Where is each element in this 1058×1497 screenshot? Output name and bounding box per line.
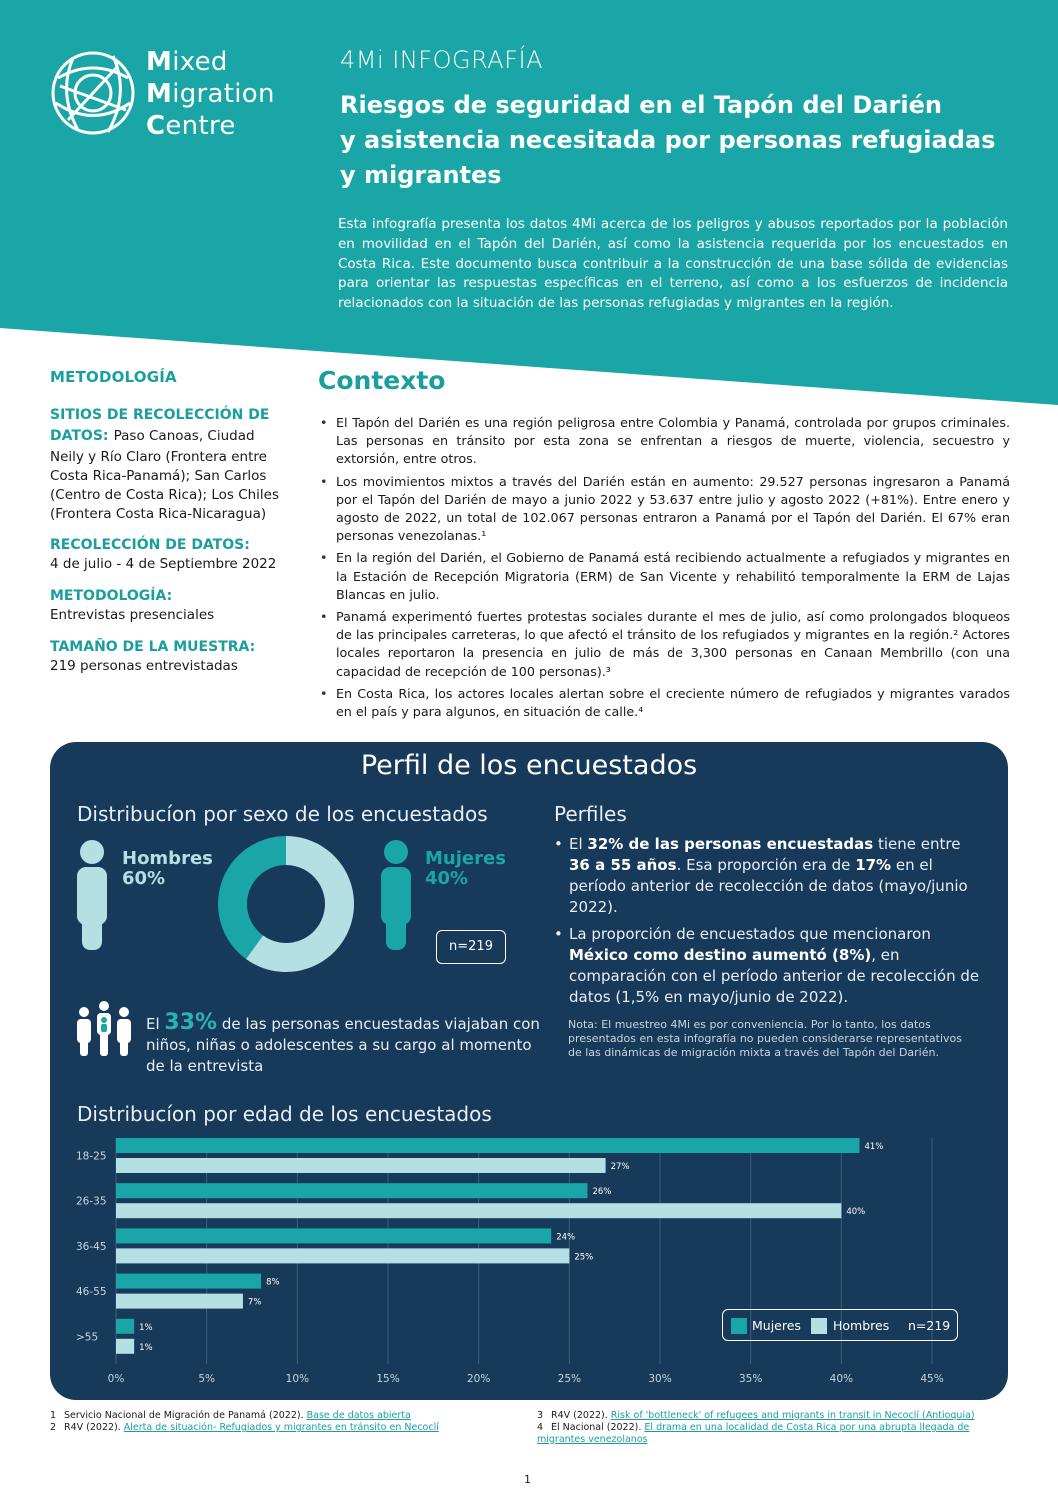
logo-initial-m1: M [146, 47, 173, 77]
age-distribution-heading: Distribucíon por edad de los encuestados [77, 1102, 492, 1126]
bar-value-label: 41% [864, 1142, 884, 1152]
sex-distribution-heading: Distribucíon por sexo de los encuestados [77, 802, 488, 826]
footnote-link[interactable]: Alerta de situación- Refugiados y migrantes en tránsito en Necoclí [123, 1422, 439, 1433]
sites-value: Paso Canoas, Ciudad Neily y Río Claro (Frontera entre Costa Rica-Panamá); San Carlos (Centro de Costa Rica); Los Chiles (Frontera Costa Rica-Nicaragua) [50, 428, 280, 522]
bar-value-label: 24% [556, 1232, 576, 1243]
profile-title: Perfil de los encuestados [360, 750, 698, 781]
children-pre: El [146, 1015, 165, 1033]
globe-logo-icon [48, 48, 138, 138]
profile1-text: tiene entre [873, 835, 961, 853]
page-title [340, 88, 1020, 193]
legend-women: Mujeres [752, 1318, 801, 1333]
x-tick-label: 45% [920, 1373, 944, 1385]
x-tick-label: 15% [376, 1373, 400, 1385]
logo-initial-m2: M [146, 79, 173, 109]
y-tick-label: 46-55 [76, 1286, 107, 1299]
bar-mujeres [116, 1228, 551, 1243]
children-percent: 33% [164, 1010, 218, 1035]
sample-section [50, 638, 290, 675]
bar-mujeres [116, 1138, 859, 1153]
bar-value-label: 7% [247, 1297, 262, 1308]
y-tick-label: 26-35 [76, 1195, 107, 1208]
footnote-link[interactable]: El drama en una localidad de Costa Rica por una abrupta llegada de migrantes venezolanos [537, 1422, 970, 1445]
bar-hombres [116, 1339, 134, 1354]
kicker: 4Mi INFOGRAFÍA [340, 46, 544, 74]
x-tick-label: 10% [285, 1373, 310, 1385]
children-post: de las personas encuestadas viajaban con niños, niñas o adolescentes a su cargo al momento de la entrevista [146, 1015, 540, 1075]
x-tick-label: 40% [829, 1373, 854, 1385]
footnote-1 [50, 1410, 411, 1422]
footnote-text: R4V (2022). [551, 1410, 611, 1421]
methodology-heading: METODOLOGÍA [50, 368, 177, 386]
legend-n: n=219 [908, 1318, 951, 1333]
mmc-logo[interactable] [48, 42, 288, 142]
bar-value-label: 1% [139, 1342, 153, 1353]
profile1-bold: 36 a 55 años [569, 856, 677, 874]
footnote-link[interactable]: Risk of 'bottleneck' of refugees and migrants in transit in Necoclí (Antioquia) [610, 1410, 975, 1421]
profile1-text: El [569, 835, 588, 853]
bar-mujeres [116, 1274, 261, 1289]
footnote-4 [537, 1422, 1007, 1446]
methodology-sidebar [50, 368, 290, 675]
logo-wordmark [146, 46, 275, 142]
profile-panel [50, 742, 1008, 1400]
context-bullet: • Panamá experimentó fuertes protestas sociales durante el mes de julio, así como prolongados bloqueos de las principales carreteras, lo que afectó el tránsito de los refugiados y migrantes en la región.² Actores locales reportaron la presencia en julio de más de 3,300 personas en Canaan Membrillo (con una capacidad de recepción de 100 personas).³ [318, 608, 1010, 681]
collection-section [50, 536, 290, 573]
footnote-text: R4V (2022). [64, 1422, 124, 1433]
profiles-heading: Perfiles [554, 802, 627, 826]
method-label: METODOLOGÍA: [50, 588, 173, 604]
bar-hombres [116, 1248, 569, 1263]
profile1-bold: 32% de las personas encuestadas [587, 835, 874, 853]
men-percent: 60% [122, 868, 166, 889]
logo-word-mixed: ixed [172, 47, 228, 77]
profile2-text: , en comparación con el período anterior de recolección de datos (1,5% en mayo/junio de 2022). [569, 946, 980, 1006]
bar-value-label: 27% [610, 1162, 630, 1172]
page-number: 1 [524, 1473, 531, 1486]
footnote-num: 4 [537, 1422, 544, 1433]
bar-value-label: 40% [846, 1207, 866, 1218]
women-label: Mujeres [425, 848, 506, 869]
legend-swatch-women [731, 1318, 747, 1334]
footnote-num: 3 [537, 1410, 544, 1421]
y-tick-label: 18-25 [76, 1150, 107, 1163]
y-tick-label: >55 [76, 1331, 99, 1344]
x-tick-label: 35% [738, 1373, 763, 1385]
age-bar-chart [50, 742, 1008, 1400]
x-tick-label: 5% [198, 1373, 216, 1385]
context-bullet: • En la región del Darién, el Gobierno de Panamá está recibiendo actualmente a refugiados y migrantes en la Estación de Recepción Migratoria (ERM) de San Vicente y rehabilitó temporalmente la ERM de Lajas Blancas en julio. [318, 549, 1010, 604]
footnote-text: El Nacional (2022). [551, 1422, 645, 1433]
chart-legend [722, 1309, 958, 1341]
method-section [50, 587, 290, 624]
collection-value: 4 de julio - 4 de Septiembre 2022 [50, 556, 277, 572]
collection-label: RECOLECCIÓN DE DATOS: [50, 537, 250, 553]
profile1-bold: 17% [855, 856, 892, 874]
footnote-2 [50, 1422, 439, 1434]
legend-swatch-men [811, 1318, 827, 1334]
bar-hombres [116, 1294, 243, 1309]
footnote-num: 1 [50, 1410, 57, 1421]
profile2-bold: México como destino aumentó (8%) [569, 946, 872, 964]
men-label: Hombres [122, 848, 213, 869]
context-bullet: • El Tapón del Darién es una región peligrosa entre Colombia y Panamá, controlada por grupos criminales. Las personas en tránsito por esta zona se enfrentan a riesgos de muerte, violencia, secuestro y extorsión, entre otros. [318, 414, 1010, 469]
x-tick-label: 20% [466, 1373, 491, 1385]
title-line-1: Riesgos de seguridad en el Tapón del Darién [340, 91, 942, 119]
sites-section [50, 404, 290, 522]
sites-label: SITIOS DE RECOLECCIÓN DE DATOS: [50, 407, 270, 444]
logo-initial-c: C [146, 111, 166, 141]
bar-value-label: 8% [266, 1277, 280, 1288]
sample-value: 219 personas entrevistadas [50, 658, 238, 674]
bar-mujeres [116, 1319, 134, 1334]
bar-value-label: 26% [592, 1187, 612, 1198]
bar-hombres [116, 1203, 841, 1218]
x-tick-label: 0% [107, 1373, 125, 1385]
footnote-text: Servicio Nacional de Migración de Panamá (2022). [64, 1410, 307, 1421]
x-tick-label: 25% [557, 1373, 582, 1385]
title-line-3: y migrantes [340, 161, 502, 189]
bar-value-label: 25% [574, 1252, 594, 1263]
footnote-link[interactable]: Base de datos abierta [306, 1410, 411, 1421]
context-title: Contexto [318, 366, 446, 395]
x-tick-label: 30% [648, 1373, 672, 1385]
y-tick-label: 36-45 [76, 1240, 107, 1253]
footnote-3 [537, 1410, 1007, 1422]
legend-men: Hombres [833, 1318, 890, 1333]
logo-word-centre: entre [165, 111, 236, 141]
footnote-num: 2 [50, 1422, 57, 1433]
method-value: Entrevistas presenciales [50, 607, 215, 623]
sample-size-box: n=219 [436, 930, 506, 964]
bar-value-label: 1% [139, 1322, 153, 1333]
women-percent: 40% [425, 868, 469, 889]
logo-word-migration: igration [172, 79, 275, 109]
intro-paragraph: Esta infografía presenta los datos 4Mi acerca de los peligros y abusos reportados por la población en movilidad en el Tapón del Darién, así como la asistencia requerida por los encuestados en Costa Rica. Este documento busca contribuir a la construcción de una base sólida de evidencias para orientar las respuestas específicas en el terreno, así como a los esfuerzos de incidencia relacionados con la situación de las personas refugiadas y migrantes en la región. [338, 216, 1008, 312]
sampling-note: Nota: El muestreo 4Mi es por conveniencia. Por lo tanto, los datos presentados en esta infografía no pueden considerarse representativos de las dinámicas de migración mixta a través del Tapón del Darién. [568, 1018, 962, 1059]
context-bullet: • En Costa Rica, los actores locales alertan sobre el creciente número de refugiados y migrantes varados en el país y para algunos, en situación de calle.⁴ [318, 685, 1010, 721]
profile1-text: en el período anterior de recolección de datos (mayo/junio 2022). [569, 856, 968, 916]
context-bullet: • Los movimientos mixtos a través del Darién están en aumento: 29.527 personas ingresaron a Panamá por el Tapón del Darién de mayo a junio 2022 y 53.637 entre julio y agosto 2022 (+81%). Entre enero y agosto de 2022, un total de 102.067 personas entraron a Panamá por el Tapón del Darién. El 67% eran personas venezolanas.¹ [318, 473, 1010, 546]
bar-hombres [116, 1158, 606, 1173]
context-list [318, 414, 1010, 725]
profile2-text: La proporción de encuestados que mencionaron [569, 925, 931, 943]
bar-mujeres [116, 1183, 587, 1198]
title-line-2: y asistencia necesitada por personas refugiadas [340, 126, 996, 154]
sample-label: TAMAÑO DE LA MUESTRA: [50, 639, 256, 655]
profile1-text: . Esa proporción era de [676, 856, 856, 874]
